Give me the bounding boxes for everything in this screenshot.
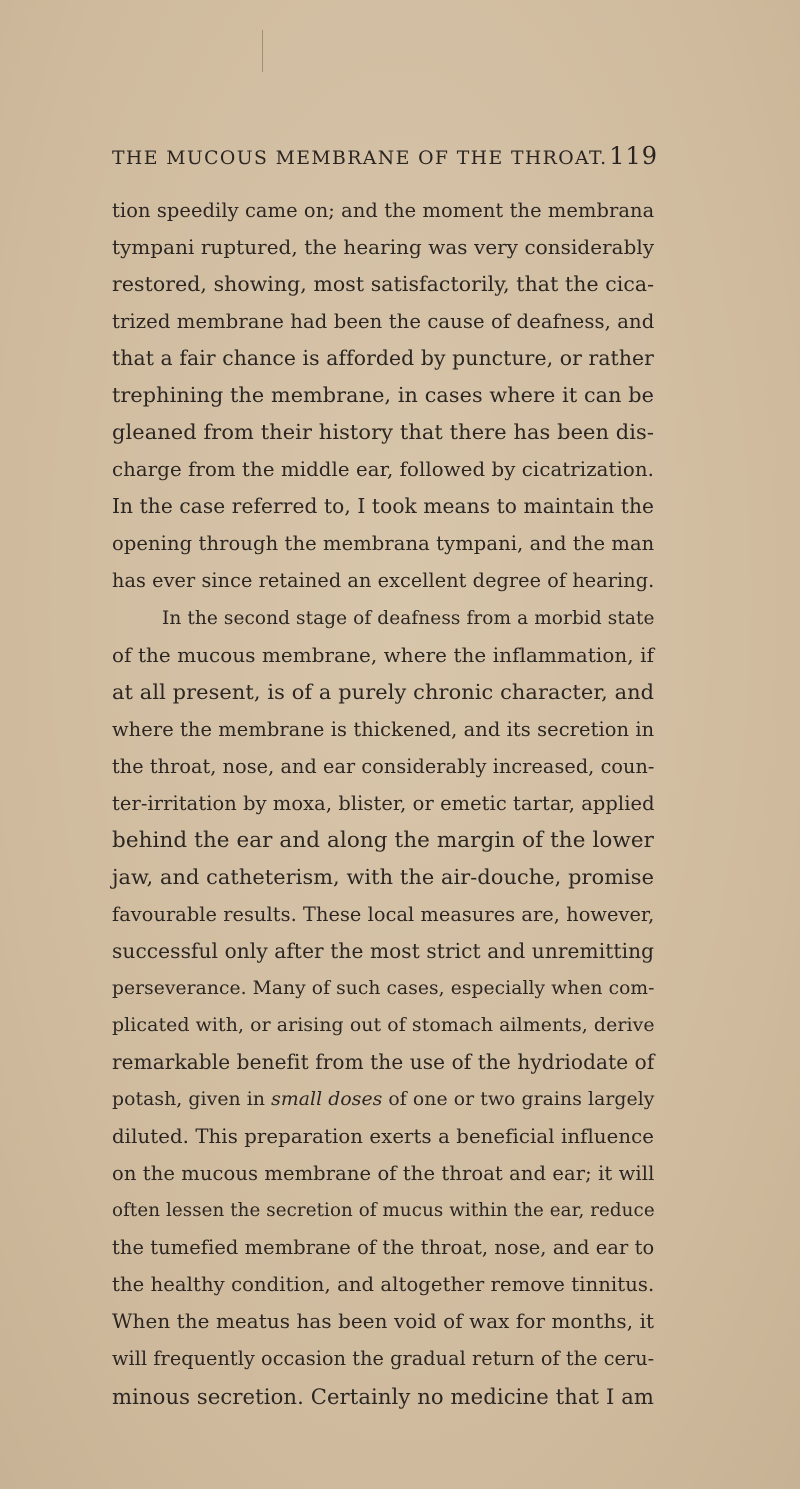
running-head: [112, 142, 658, 182]
paper-blemish: [262, 30, 263, 72]
text-line: jaw, and catheterism, with the air-douche, promise: [112, 864, 654, 889]
italic-emphasis: small doses: [271, 1089, 383, 1111]
text-line: When the meatus has been void of wax for months, it: [112, 1310, 655, 1334]
text-segment: potash, given in: [112, 1089, 266, 1111]
text-segment: of one or two grains largely: [388, 1089, 655, 1111]
text-line: where the membrane is thickened, and its secretion in: [112, 717, 655, 741]
text-line: diluted. This preparation exerts a beneficial influence: [112, 1125, 654, 1149]
text-line: will frequently occasion the gradual return of the ceru-: [112, 1347, 655, 1371]
running-head-title: THE MUCOUS MEMBRANE OF THE THROAT.: [112, 148, 608, 169]
page-number: 119: [609, 142, 658, 170]
body-text: [112, 192, 654, 1415]
text-line: successful only after the most strict and unremitting: [112, 938, 655, 963]
text-line: charge from the middle ear, followed by cicatrization.: [112, 458, 655, 482]
text-line: favourable results. These local measures are, however,: [112, 902, 655, 926]
text-line: the healthy condition, and altogether remove tinnitus.: [112, 1273, 655, 1297]
text-line: that a fair chance is afforded by puncture, or rather: [112, 346, 654, 371]
text-line: often lessen the secretion of mucus within the ear, reduce: [112, 1200, 655, 1222]
text-line: tympani ruptured, the hearing was very considerably: [112, 236, 655, 260]
text-line: tion speedily came on; and the moment the membrana: [112, 199, 655, 222]
text-line: gleaned from their history that there has been dis-: [112, 420, 654, 445]
text-line: restored, showing, most satisfactorily, that the cica-: [112, 272, 655, 297]
text-line: the throat, nose, and ear considerably increased, coun-: [112, 754, 655, 778]
text-line: trephining the membrane, in cases where it can be: [112, 383, 654, 408]
text-line: opening through the membrana tympani, and the man: [112, 532, 655, 556]
text-line: on the mucous membrane of the throat and ear; it will: [112, 1162, 655, 1186]
text-line: plicated with, or arising out of stomach ailments, derive: [112, 1014, 655, 1037]
text-line: In the case referred to, I took means to maintain the: [112, 494, 655, 519]
text-line: perseverance. Many of such cases, especially when com-: [112, 977, 655, 999]
text-line: has ever since retained an excellent degree of hearing.: [112, 569, 655, 593]
text-line: of the mucous membrane, where the inflammation, if: [112, 643, 655, 667]
text-line: minous secretion. Certainly no medicine that I am: [112, 1383, 655, 1409]
text-line: behind the ear and along the margin of the lower: [112, 827, 654, 853]
text-line: ter-irritation by moxa, blister, or emetic tartar, applied: [112, 791, 655, 815]
text-line-paragraph-start: In the second stage of deafness from a morbid state: [162, 607, 655, 629]
text-line-mixed: [112, 1081, 654, 1118]
text-line: the tumefied membrane of the throat, nose, and ear to: [112, 1236, 655, 1260]
text-line: trized membrane had been the cause of deafness, and: [112, 310, 655, 334]
text-line: remarkable benefit from the use of the hydriodate of: [112, 1050, 655, 1075]
text-line: at all present, is of a purely chronic character, and: [112, 679, 655, 704]
